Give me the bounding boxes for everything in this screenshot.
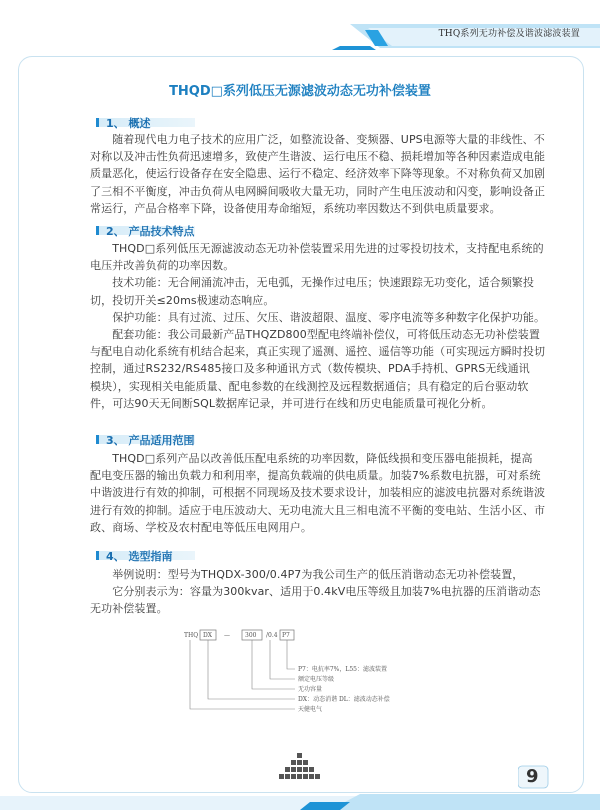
- section-body-features: [90, 240, 546, 412]
- legend-capacity: 无功容量: [298, 686, 323, 693]
- text-line: 模块），实现相关电能质量、配电参数的在线测控及远程数据通信；具有稳定的后台驱动软: [90, 379, 529, 393]
- page-number: [518, 764, 550, 790]
- page-header: [0, 0, 600, 50]
- legend-type: DX：动态消谐 DL：滤波动态补偿: [298, 696, 390, 703]
- legend-brand: 天健电气: [298, 706, 323, 713]
- text-line: 它分别表示为：容量为300kvar、适用于0.4kV电压等级且加装7%电抗器的压消谐动态: [90, 585, 541, 599]
- page-footer-band: [0, 790, 600, 810]
- text-line: THQD□系列低压无源滤波动态无功补偿装置采用先进的过零投切技术，支持配电系统的: [90, 242, 544, 255]
- legend-reactor: P7：电抗率7%，L55：滤波装置: [298, 666, 387, 673]
- section-heading-label: 3、 产品适用范围: [106, 434, 195, 447]
- text-line: 进行有效的抑制。适应于电压波动大、无功电流大且三相电流不平衡的变电站、生活小区、市: [90, 503, 546, 517]
- text-line: 技术功能：无合闸涌流冲击，无电弧，无操作过电压；快速跟踪无功变化，适合频繁投: [90, 276, 534, 290]
- text-line: 对称以及冲击性负荷迅速增多，致使产生谐波、运行电压不稳、损耗增加等各种因素造成电能: [90, 150, 546, 164]
- text-line: THQD□系列产品以改善低压配电系统的功率因数，降低线损和变压器电能损耗，提高: [90, 452, 533, 465]
- code-part-voltage: /0.4: [266, 632, 278, 639]
- leader-lines: [190, 640, 295, 709]
- section-heading-overview: [96, 115, 216, 129]
- text-line: 切，投切开关≤20ms极速动态响应。: [90, 293, 275, 307]
- text-line: 政、商场、学校及农村配电等低压电网用户。: [90, 520, 312, 534]
- text-line: 件，可达90天无间断SQL数据库记录，并可进行在线和历史电能质量可视化分析。: [90, 396, 493, 410]
- legend-voltage: 额定电压等级: [298, 676, 335, 683]
- text-line: 常运行，产品合格率下降，设备使用寿命缩短，系统功率因数达不到供电质量要求。: [90, 201, 501, 215]
- text-line: 无功补偿装置。: [90, 602, 168, 616]
- section-heading-features: [96, 223, 216, 237]
- text-line: 与配电自动化系统有机结合起来，真正实现了遥测、遥控、遥信等功能（可实现远方瞬时投切: [90, 345, 546, 359]
- section-body-overview: [90, 131, 546, 217]
- text-line: 举例说明：型号为THQDX-300/0.4P7为我公司生产的低压消谐动态无功补偿装置，: [90, 568, 524, 581]
- header-graphic: [0, 0, 600, 50]
- section-heading-label: 4、 选型指南: [106, 550, 173, 563]
- code-part-reactor: P7: [282, 632, 290, 639]
- page-number-label: 9: [526, 766, 539, 787]
- text-line: 保护功能：具有过流、过压、欠压、谐波超限、温度、零序电流等多种数字化保护功能。: [90, 310, 546, 324]
- code-part-capacity: 300: [245, 632, 257, 639]
- text-line: 中谐波进行有效的抑制，可根据不同现场及技术要求设计，加装相应的滤波电抗器对系统谐波: [90, 486, 546, 500]
- code-part-dash: —: [224, 632, 230, 639]
- text-line: 质量恶化，使运行设备存在安全隐患、运行不稳定、经济效率下降等现象。不对称负荷又加剧: [90, 167, 546, 181]
- section-heading-selection: [96, 548, 216, 562]
- code-part-thq: THQ: [184, 632, 199, 639]
- text-line: 控制，通过RS232/RS485接口及多种通讯方式（数传模块、PDA手持机、GPRS无线通讯: [90, 362, 530, 376]
- section-heading-scope: [96, 432, 216, 446]
- section-body-scope: [90, 450, 546, 536]
- section-heading-label: 2、 产品技术特点: [106, 225, 195, 238]
- section-heading-label: 1、 概述: [106, 117, 151, 130]
- text-line: 了三相不平衡度，冲击负荷从电网瞬间吸收大量无功，同时产生电压波动和闪变，影响设备正: [90, 184, 546, 198]
- model-code-diagram: [180, 625, 420, 745]
- text-line: 随着现代电力电子技术的应用广泛，如整流设备、变频器、UPS电源等大量的非线性、不: [90, 133, 545, 146]
- text-line: 电压并改善负荷的功率因数。: [90, 259, 235, 273]
- header-title: THQ系列无功补偿及谐波滤波装置: [438, 29, 580, 39]
- text-line: 配电变压器的输出负载力和利用率，提高负载端的供电质量。加装7%系数电抗器，可对系统: [90, 469, 541, 483]
- document-title: THQD□系列低压无源滤波动态无功补偿装置: [169, 84, 431, 99]
- text-line: 配套功能：我公司最新产品THQZD800型配电终端补偿仪，可将低压动态无功补偿装置: [90, 328, 540, 342]
- section-body-selection: [90, 566, 541, 618]
- dot-triangle-decoration: [272, 752, 328, 786]
- code-part-dx: DX: [203, 632, 213, 639]
